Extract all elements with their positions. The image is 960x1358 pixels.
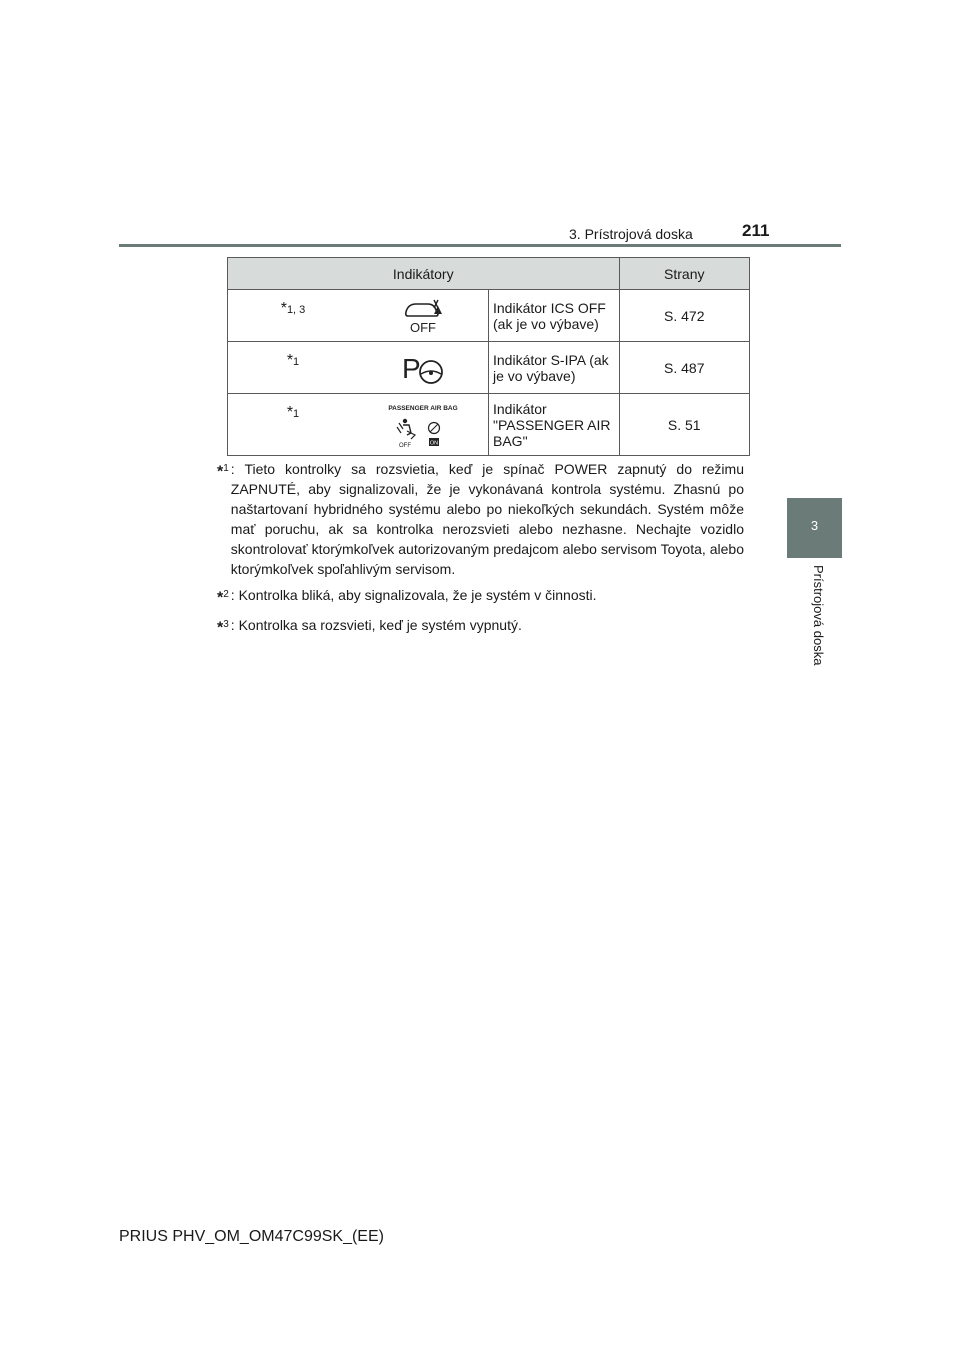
chapter-tab <box>787 498 842 558</box>
footnote <box>217 459 744 579</box>
svg-text:PASSENGER AIR BAG: PASSENGER AIR BAG <box>388 404 458 412</box>
footnote-mark: *$^3$ <box>217 618 229 637</box>
footnote-mark: *$^1$ <box>217 463 229 481</box>
document-code: PRIUS PHV_OM_OM47C99SK_(EE) <box>119 1228 384 1245</box>
svg-text:P: P <box>402 352 421 384</box>
table-header-indicators: Indikátory <box>228 258 620 290</box>
row-description: Indikátor "PASSENGER AIR BAG" <box>489 394 620 456</box>
row-page-ref: S. 487 <box>619 342 750 394</box>
footnote <box>217 585 744 609</box>
svg-text:ON: ON <box>429 440 439 446</box>
svg-text:OFF: OFF <box>399 442 411 449</box>
s-ipa-icon <box>358 342 489 394</box>
header-divider <box>119 244 841 247</box>
row-mark: *1 <box>228 342 359 394</box>
footnote-text: : Kontrolka bliká, aby signalizovala, že je systém v činnosti. <box>230 587 597 603</box>
page-number: 211 <box>742 221 770 240</box>
table-row <box>228 394 750 456</box>
svg-text:OFF: OFF <box>410 319 436 335</box>
row-description: Indikátor ICS OFF (ak je vo výbave) <box>489 290 620 342</box>
table-row <box>228 290 750 342</box>
footnote <box>217 615 744 639</box>
table-header-row <box>228 258 750 290</box>
footnote-text: : Kontrolka sa rozsvieti, keď je systém vypnutý. <box>230 616 522 633</box>
table-header-pages: Strany <box>619 258 750 290</box>
row-page-ref: S. 472 <box>619 290 750 342</box>
row-mark: *1, 3 <box>228 290 359 342</box>
row-mark: *1 <box>228 394 359 456</box>
row-page-ref: S. 51 <box>619 394 750 456</box>
passenger-air-bag-icon <box>358 394 489 456</box>
indicator-table <box>227 257 750 456</box>
chapter-tab-label: Prístrojová doska <box>811 565 826 666</box>
chapter-tab-number: 3 <box>810 518 819 533</box>
footnotes <box>217 459 744 644</box>
row-description: Indikátor S-IPA (ak je vo výbave) <box>489 342 620 394</box>
table-row <box>228 342 750 394</box>
header-section-title: 3. Prístrojová doska <box>569 226 693 242</box>
footnote-mark: *$^2$ <box>217 589 229 607</box>
ics-off-icon <box>358 290 489 342</box>
footnote-text: : Tieto kontrolky sa rozsvietia, keď je spínač POWER zapnutý do režimu ZAPNUTÉ, aby signalizovali, že je vykonávaná kontrola systému. Zhasnú po naštartovaní hybridného systému alebo po niekoľkých sekundách. Systém môže mať poruchu, ak sa kontrolka nerozsvieti alebo nezhasne. Nechajte vozidlo skontrolovať ktorýmkoľvek autorizovaným predajcom alebo servisom Toyota, alebo ktorýmkoľvek spoľahlivým servisom. <box>230 461 744 577</box>
